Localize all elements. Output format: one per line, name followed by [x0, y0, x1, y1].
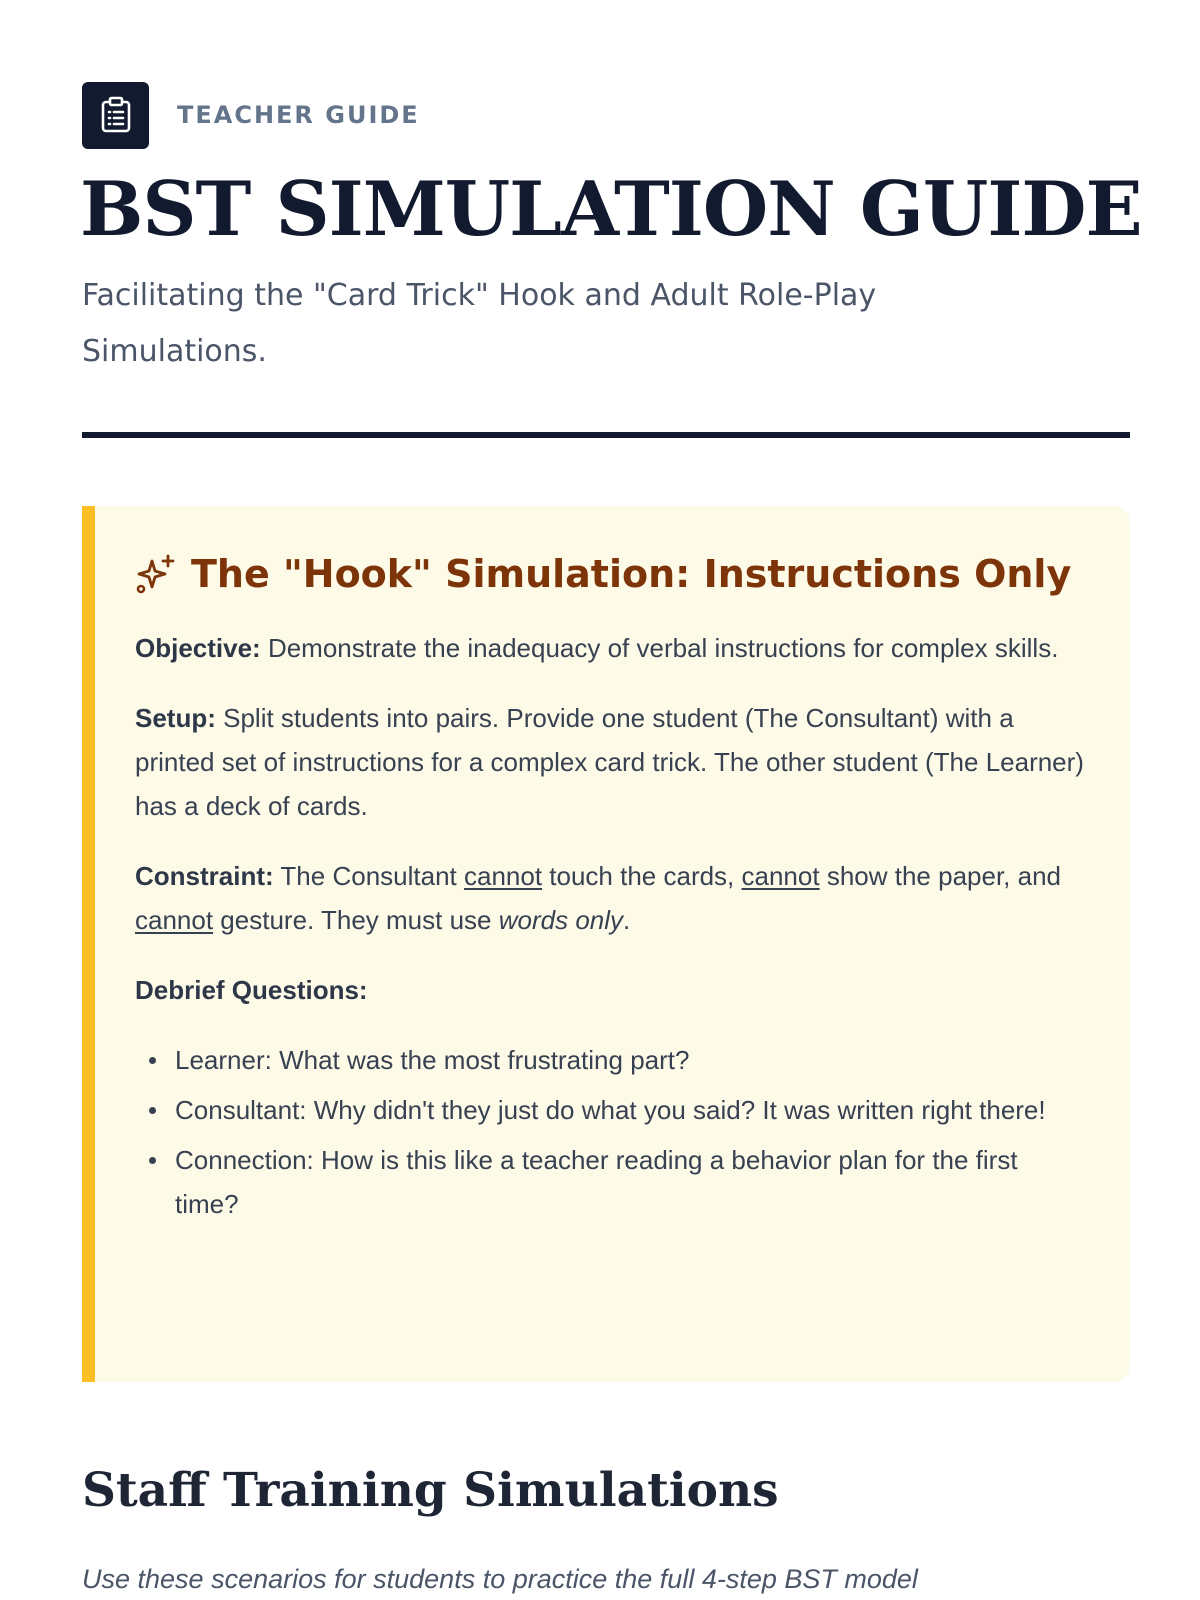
debrief-label-paragraph [135, 968, 1085, 1012]
list-item: Connection: How is this like a teacher reading a behavior plan for the first time? [135, 1138, 1085, 1226]
constraint-cannot-1: cannot [463, 861, 543, 891]
constraint-cannot-3: cannot [135, 905, 214, 935]
objective-label: Objective: [135, 633, 261, 663]
constraint-text-4: gesture. They must use [213, 905, 499, 935]
list-item: Consultant: Why didn't they just do what you said? It was written right there! [135, 1088, 1085, 1132]
clipboard-list-icon [99, 96, 133, 134]
clipboard-badge [82, 82, 149, 149]
constraint-label: Constraint: [135, 861, 274, 891]
section-intro: Use these scenarios for students to practice the full 4-step BST model [82, 1564, 918, 1594]
constraint-text-3: show the paper, and [819, 861, 1061, 891]
objective-text: Demonstrate the inadequacy of verbal instructions for complex skills. [260, 633, 1059, 663]
debrief-label: Debrief Questions: [135, 975, 368, 1005]
debrief-list [135, 1038, 1085, 1226]
header-eyebrow-row [82, 81, 420, 149]
callout-heading [135, 550, 1071, 598]
callout-title: The "Hook" Simulation: Instructions Only [191, 552, 1072, 596]
page-title: BST SIMULATION GUIDE [80, 165, 1142, 253]
header-divider [82, 432, 1130, 438]
page-subtitle: Facilitating the "Card Trick" Hook and Adult Role-Play Simulations. [82, 278, 877, 369]
eyebrow-label: TEACHER GUIDE [177, 101, 420, 129]
constraint-text-2: touch the cards, [542, 861, 742, 891]
setup-text: Split students into pairs. Provide one student (The Consultant) with a printed set of instructions for a complex card trick. The other student (The Learner) has a deck of cards. [135, 703, 1084, 821]
setup-label: Setup: [135, 703, 216, 733]
constraint-text-5: . [623, 905, 631, 935]
constraint-text-1: The Consultant [273, 861, 464, 891]
section-title: Staff Training Simulations [82, 1463, 779, 1518]
hook-simulation-callout [82, 506, 1130, 1382]
sparkles-icon [135, 553, 177, 595]
objective-paragraph [135, 626, 1085, 670]
constraint-paragraph [135, 854, 1085, 942]
constraint-emphasis: words only [498, 905, 624, 935]
list-item: Learner: What was the most frustrating part? [135, 1038, 1085, 1082]
constraint-cannot-2: cannot [741, 861, 820, 891]
setup-paragraph [135, 696, 1085, 828]
callout-body [135, 626, 1085, 1232]
